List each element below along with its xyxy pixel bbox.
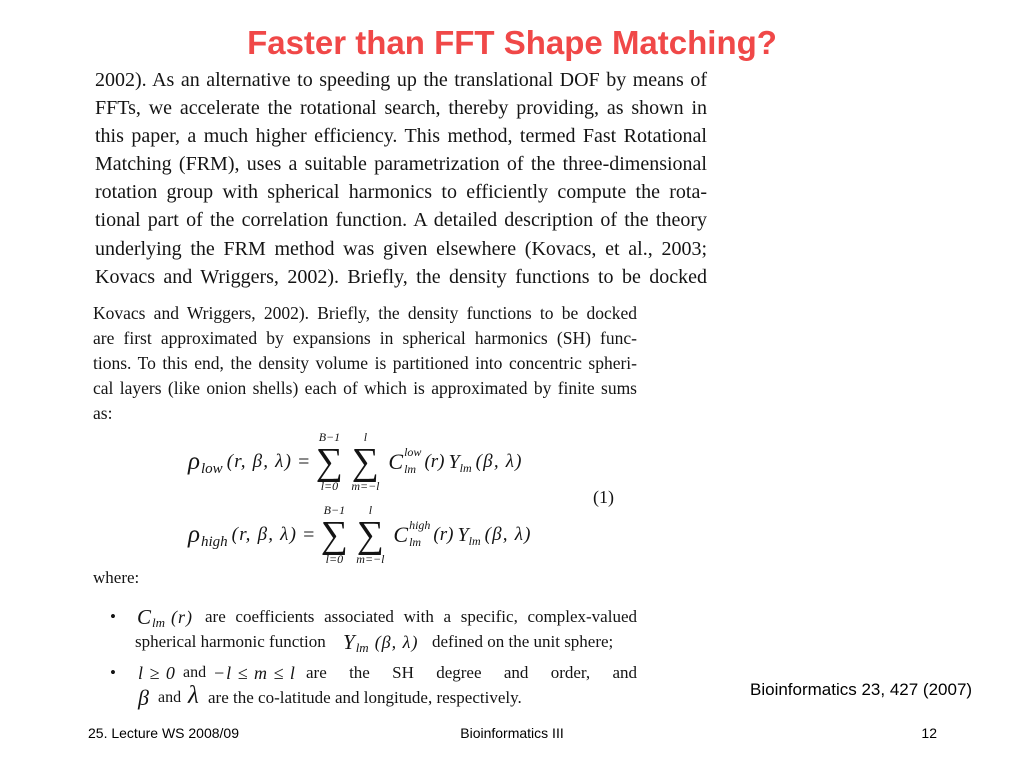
harmonic-subscript: lm: [459, 460, 472, 475]
math-subscript: lm: [355, 640, 369, 655]
rho-arguments: (r, β, λ): [231, 524, 298, 545]
excerpt-line: this paper, a much higher efficiency. This method, termed Fast Rotational: [95, 125, 707, 148]
beta-symbol: β: [138, 685, 149, 710]
summation-symbol: ∑: [356, 514, 384, 556]
math-symbol: Y: [343, 630, 355, 654]
sum-lower-limit: m=−l: [356, 552, 385, 566]
lambda-symbol: λ: [188, 682, 199, 709]
excerpt-line: Matching (FRM), uses a suitable parametrization of the three-dimensional: [95, 153, 707, 176]
harmonic-symbol: Y: [457, 523, 469, 546]
coefficient-superscript: high: [409, 517, 431, 532]
sum-upper-limit: l: [363, 430, 368, 444]
summation-symbol: ∑: [320, 514, 348, 556]
slide-title: Faster than FFT Shape Matching?: [247, 24, 777, 61]
harmonic-arguments: (β, λ): [484, 524, 532, 545]
summation-symbol: ∑: [351, 441, 379, 483]
bullet-text: are the SH degree and order, and: [306, 663, 637, 682]
bullet-symbol: •: [110, 663, 116, 682]
coefficient-symbol: C: [388, 449, 404, 474]
rho-subscript: low: [201, 460, 223, 477]
footer-lecture: 25. Lecture WS 2008/09: [88, 725, 239, 741]
coefficient-subscript: lm: [404, 461, 417, 476]
coefficient-superscript: low: [404, 444, 422, 459]
bullet-text: are the co-latitude and longitude, respectively.: [208, 688, 522, 707]
math-subscript: lm: [152, 615, 166, 630]
equation-rho-high: [188, 502, 532, 568]
equals-sign: =: [303, 523, 315, 546]
sum-over-m: [356, 504, 384, 566]
sum-upper-limit: B−1: [318, 430, 341, 444]
coefficient-math: [137, 605, 193, 629]
rho-subscript: high: [201, 533, 228, 550]
harmonic-math: [343, 630, 418, 654]
footer-page-number: 12: [921, 725, 937, 741]
footer-course: Bioinformatics III: [460, 725, 564, 741]
degree-condition: l ≥ 0: [138, 663, 176, 683]
excerpt-top: [95, 66, 707, 291]
sum-upper-limit: l: [368, 503, 373, 517]
excerpt-line: FFTs, we accelerate the rotational search, thereby providing, as shown in: [95, 97, 707, 120]
excerpt-line: rotation group with spherical harmonics to efficiently compute the rota-: [95, 181, 707, 204]
where-label: where:: [93, 568, 140, 587]
rho-arguments: (r, β, λ): [226, 451, 293, 472]
excerpt-line: cal layers (like onion shells) each of which is approximated by finite sums: [93, 377, 637, 398]
excerpt-line: underlying the FRM method was given elsewhere (Kovacs, et al., 2003;: [95, 237, 707, 260]
coefficient-subscript: lm: [409, 534, 422, 549]
sum-over-l: [320, 504, 348, 566]
citation: Bioinformatics 23, 427 (2007): [750, 680, 973, 699]
harmonic-arguments: (β, λ): [475, 451, 523, 472]
math-arguments: (r): [171, 607, 194, 627]
excerpt-line: are first approximated by expansions in spherical harmonics (SH) func-: [93, 327, 637, 348]
bullet-text: spherical harmonic function: [135, 632, 326, 651]
coefficient: [388, 444, 422, 477]
excerpt-line: 2002). As an alternative to speeding up the translational DOF by means of: [95, 69, 707, 91]
sum-over-m: [351, 431, 379, 493]
harmonic-subscript: lm: [468, 533, 481, 548]
equation-rho-low: [188, 429, 523, 495]
summation-symbol: ∑: [315, 441, 343, 483]
coefficient-arguments: (r): [424, 451, 445, 472]
sum-over-l: [315, 431, 343, 493]
order-condition: −l ≤ m ≤ l: [213, 663, 296, 683]
sum-lower-limit: l=0: [325, 552, 344, 566]
equals-sign: =: [298, 450, 310, 473]
connector-text: and: [158, 689, 182, 706]
rho-symbol: ρ: [188, 521, 200, 548]
excerpt-line: Kovacs and Wriggers, 2002). Briefly, the density functions to be docked: [93, 302, 637, 323]
math-arguments: (β, λ): [374, 632, 419, 652]
excerpt-line: Kovacs and Wriggers, 2002). Briefly, the density functions to be docked: [95, 265, 707, 288]
excerpt-line: tional part of the correlation function. A detailed description of the theory: [95, 209, 707, 232]
excerpt-line: tions. To this end, the density volume is partitioned into concentric spheri-: [93, 352, 637, 373]
coefficient-scripts: [409, 519, 430, 548]
equation-number: (1): [593, 487, 614, 507]
coefficient-arguments: (r): [433, 524, 454, 545]
bullet-symbol: •: [110, 607, 116, 626]
excerpt-line: as:: [93, 402, 113, 423]
excerpt-bottom-paragraph: [93, 301, 637, 426]
harmonic-symbol: Y: [448, 450, 460, 473]
coefficient-scripts: [404, 446, 421, 475]
coefficient-symbol: C: [393, 522, 409, 547]
sum-lower-limit: m=−l: [351, 479, 380, 493]
math-symbol: C: [137, 605, 152, 629]
rho-symbol: ρ: [188, 448, 200, 475]
sum-upper-limit: B−1: [323, 503, 346, 517]
sum-lower-limit: l=0: [320, 479, 339, 493]
connector-text: and: [183, 664, 207, 681]
coefficient: [393, 517, 431, 550]
bullet-text: defined on the unit sphere;: [432, 632, 614, 651]
bullet-text: are coefficients associated with a specific, complex-valued: [205, 607, 637, 626]
